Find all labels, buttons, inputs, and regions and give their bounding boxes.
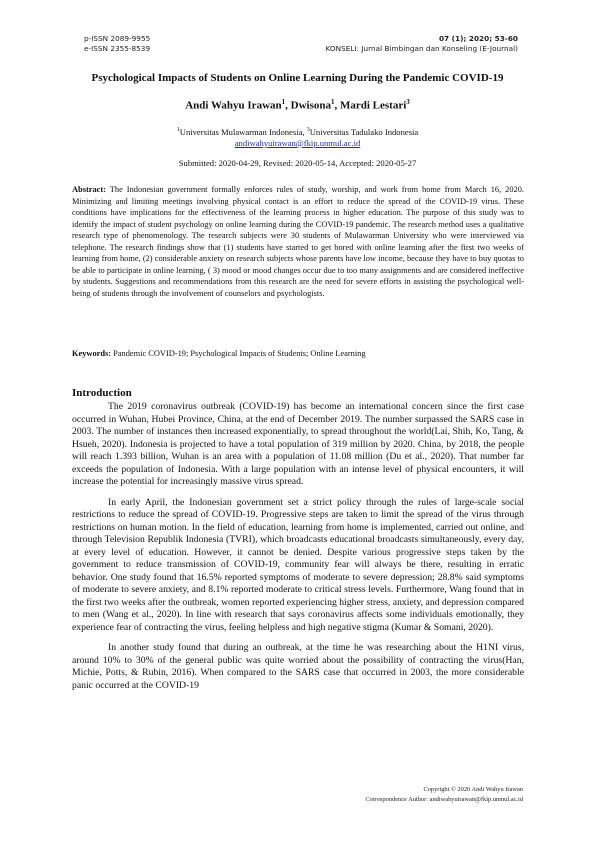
volume-issue: 07 (1); 2020; 53-60 [438, 34, 518, 43]
author-affil-mark: 1 [330, 98, 335, 106]
author-name: Andi Wahyu Irawan [185, 99, 282, 112]
keywords-text: Pandemic COVID-19; Psychological Impacts of Students; Online Learning [111, 349, 366, 358]
journal-issn-block [84, 34, 150, 54]
keywords [72, 348, 524, 359]
affil-mark: 3 [306, 127, 310, 133]
body-text [72, 401, 524, 700]
paragraph: In another study found that during an outbreak, at the time he was researching about the H1NI virus, around 10% to 30% of the general public was quite worried about the possibility of contracting the virus(Han, Michie, Potts, & Rubin, 2016). When compared to the SARS case that occurred in 2003, the more considerable panic occurred at the COVID-19 [72, 642, 524, 691]
paper-title: Psychological Impacts of Students on Online Learning During the Pandemic COVID-19 [91, 72, 504, 84]
affil-mark: 1 [176, 127, 180, 133]
paragraph: The 2019 coronavirus outbreak (COVID-19) has become an international concern since the first case occurred in Wuhan, Hubei Province, China, at the end of December 2019. The number surpassed the SARS case in 2003. The number of instances then increased exponentially, to spread throughout the world(Lai, Shih, Ko, Tang, & Hsueh, 2020). Indonesia is projected to have a total population of 319 million by 2020. China, by 2018, the people will reach 1.393 billion, Wuhan is an area with a population of 11.08 million (Du et al., 2020). That number far exceeds the population of Indonesia. With a large population with an intense level of physical encounters, it will increase the potential for increasingly massive virus spread. [72, 401, 524, 487]
author-affil-mark: 3 [406, 98, 410, 106]
section-heading: Introduction [72, 387, 132, 399]
abstract-text: The Indonesian government formally enforces rules of study, worship, and work from home from March 16, 2020. Minimizing and limiting meetings involving physical contact is an effort to reduce the spread of the COVID-19 virus. These conditions have implications for the effectiveness of the learning process in higher education. The purpose of this study was to identify the impact of student psychology on online learning during the COVID-19 pandemic. The research method uses a qualitative research type of phenomenology. The research subjects were 30 students of Mulawarman University who were interviewed via telephone. The research findings show that (1) students have started to get bored with online learning after the first two weeks of learning from home, (2) considerable anxiety on research subjects whose parents have low income, because they have to buy quotas to be able to participate in online learning, ( 3) mood or mood changes occur due to too many assignments and are considered ineffective by students. Suggestions and recommendations from this research are the need for severe efforts in assisting the psychological well-being of students through the involvement of counselors and psychologists. [72, 185, 524, 298]
p-issn: p-ISSN 2089-9955 [84, 34, 151, 43]
e-issn: e-ISSN 2355-8539 [84, 44, 151, 53]
submission-dates: Submitted: 2020-04-29, Revised: 2020-05-14, Accepted: 2020-05-27 [178, 158, 417, 168]
journal-name: KONSELI: Jurnal Bimbingan dan Konseling (E-Journal) [325, 44, 518, 53]
abstract [72, 184, 524, 299]
author-email-link[interactable]: andiwahyuirawan@fkip.unmul.ac.id [234, 137, 361, 148]
author-name: Mardi Lestari [339, 99, 407, 112]
institution: Universitas Mulawarman Indonesia, [179, 126, 307, 137]
journal-info-block [326, 34, 518, 54]
paragraph: In early April, the Indonesian government set a strict policy through the rules of large-scale social restrictions to reduce the spread of COVID-19. Progressive steps are taken to limit the spread of the virus through restrictions on human motion. In the field of education, learning from home is implemented, carried out online, and through Television Republik Indonesia (TVRI), which broadcasts educational broadcasts simultaneously, every day, at every level of education. However, it cannot be denied. Despite various progressive steps taken by the government to reduce transmission of COVID-19, community fear will always be there, resulting in erratic behavior. One study found that 16.5% reported symptoms of moderate to severe depression; 28.8% said symptoms of moderate to severe anxiety, and 8.1% reported moderate to critical stress levels. Furthermore, Wang found that in the first two weeks after the outbreak, women reported experiencing higher stress, anxiety, and depression compared to men (Wang et al., 2020). In line with research that says coronavirus affects some individuals emotionally, they experience fear of contracting the virus, feeling helpless and high negative stigma (Kumar & Somani, 2020). [72, 496, 524, 633]
correspondence: Correspondence Author: andiwahyuirawan@fkip.unmul.ac.id [365, 796, 523, 803]
author-affil-mark: 1 [281, 98, 286, 106]
author-name: Dwisona [290, 99, 331, 112]
keywords-label: Keywords: [72, 349, 112, 358]
author-list: Andi Wahyu Irawan$^1$, Dwisona$^1$, Mardi Lestari$^3$ [185, 98, 410, 112]
page-footer [365, 785, 523, 805]
affiliations [60, 125, 535, 149]
institution: Universitas Tadulako Indonesia [309, 126, 419, 137]
abstract-label: Abstract: [72, 185, 106, 194]
copyright: Copyright © 2020 Andi Wahyu Irawan [423, 786, 523, 793]
